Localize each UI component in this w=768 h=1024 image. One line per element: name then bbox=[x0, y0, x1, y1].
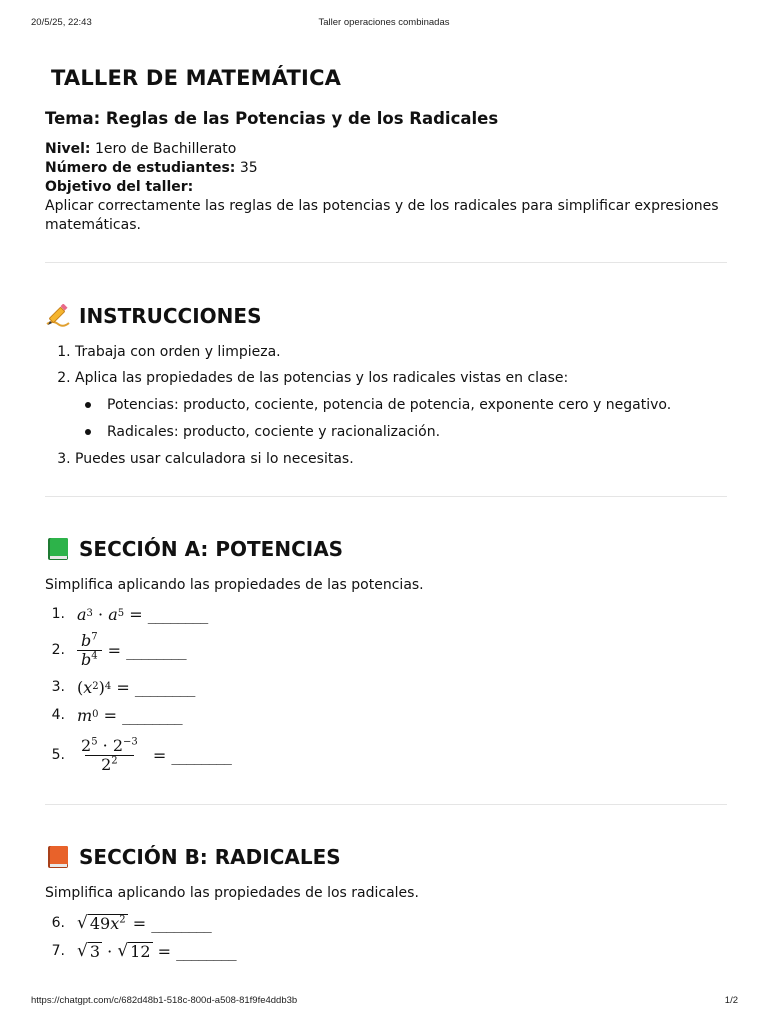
instruction-subitem: Potencias: producto, cociente, potencia de potencia, exponente cero y negativo. bbox=[107, 396, 727, 415]
section-b-intro: Simplifica aplicando las propiedades de los radicales. bbox=[45, 885, 419, 901]
exercise-expression: m 0 = ________ bbox=[77, 705, 183, 725]
exercise-number: 1. bbox=[51, 606, 65, 622]
exercise-4 bbox=[45, 701, 727, 729]
divider bbox=[45, 804, 727, 805]
math-var: m bbox=[77, 705, 93, 725]
exercise-number: 7. bbox=[51, 943, 65, 959]
objective-label-line bbox=[45, 178, 727, 197]
math-number: 12 bbox=[130, 941, 151, 961]
math-equals: = bbox=[157, 941, 172, 961]
math-sqrt: √ 12 bbox=[117, 940, 151, 961]
answer-blank: ________ bbox=[147, 604, 208, 624]
print-page-title: Taller operaciones combinadas bbox=[318, 17, 450, 28]
instruction-item bbox=[75, 450, 727, 469]
students-line bbox=[45, 159, 727, 178]
math-paren: ) bbox=[98, 677, 105, 697]
exercise-expression: ( x 2 ) 4 = ________ bbox=[77, 677, 195, 697]
math-equals: = bbox=[116, 677, 130, 697]
answer-blank: ________ bbox=[151, 913, 212, 933]
exercise-expression bbox=[77, 942, 236, 961]
exercise-6 bbox=[45, 909, 727, 937]
exercise-number: 6. bbox=[51, 915, 65, 931]
answer-blank: ________ bbox=[122, 705, 183, 725]
section-a-exercises bbox=[45, 601, 727, 781]
objective-label: Objetivo del taller: bbox=[45, 179, 194, 195]
math-exp: 2 bbox=[119, 914, 126, 926]
math-exp: 5 bbox=[91, 736, 98, 748]
math-equals: = bbox=[132, 913, 147, 933]
exercise-2 bbox=[45, 627, 727, 673]
document-title: TALLER DE MATEMÁTICA bbox=[51, 66, 342, 90]
instructions-heading bbox=[45, 303, 727, 329]
divider bbox=[45, 262, 727, 263]
math-exp: 4 bbox=[91, 650, 98, 662]
instructions-list bbox=[45, 343, 727, 469]
orange-book-icon bbox=[45, 845, 71, 869]
instruction-subitem: Radicales: producto, cociente y racionalización. bbox=[107, 423, 727, 442]
math-fraction bbox=[77, 737, 142, 774]
math-fraction bbox=[77, 632, 102, 669]
exercise-7 bbox=[45, 937, 727, 965]
instruction-item bbox=[75, 369, 727, 442]
exercise-5 bbox=[45, 729, 727, 781]
students-label: Número de estudiantes: bbox=[45, 160, 236, 176]
math-var: x bbox=[110, 913, 120, 933]
section-a-heading bbox=[45, 536, 727, 562]
pencil-writing-icon bbox=[45, 304, 71, 328]
answer-blank: ________ bbox=[134, 677, 195, 697]
instruction-text: Aplica las propiedades de las potencias y los radicales vistas en clase: bbox=[75, 370, 569, 386]
section-b-exercises bbox=[45, 909, 727, 965]
answer-blank: ________ bbox=[171, 745, 232, 765]
math-var: a bbox=[108, 604, 118, 624]
exercise-number: 4. bbox=[51, 707, 65, 723]
math-equals: = bbox=[152, 745, 167, 765]
math-op: · bbox=[98, 604, 104, 624]
exercise-number: 5. bbox=[51, 747, 65, 763]
level-value: 1ero de Bachillerato bbox=[90, 141, 237, 157]
math-var: b bbox=[81, 630, 92, 650]
exercise-number: 2. bbox=[51, 642, 65, 658]
answer-blank: ________ bbox=[176, 941, 237, 961]
exercise-expression bbox=[77, 914, 211, 933]
math-exp: 7 bbox=[91, 631, 98, 643]
math-equals: = bbox=[129, 604, 143, 624]
math-number: 2 bbox=[81, 735, 92, 755]
math-op: · bbox=[102, 735, 108, 755]
section-a-heading-text: SECCIÓN A: POTENCIAS bbox=[79, 537, 344, 561]
exercise-3 bbox=[45, 673, 727, 701]
document-body bbox=[45, 60, 727, 965]
print-datetime: 20/5/25, 22:43 bbox=[31, 17, 92, 28]
math-equals: = bbox=[107, 640, 122, 660]
print-url: https://chatgpt.com/c/682d48b1-518c-800d-a508-81f9fe4ddb3b bbox=[31, 995, 298, 1006]
topic-heading: Tema: Reglas de las Potencias y de los Radicales bbox=[45, 109, 499, 128]
divider bbox=[45, 496, 727, 497]
workshop-meta bbox=[45, 140, 727, 235]
exercise-expression bbox=[77, 737, 231, 774]
section-a-intro: Simplifica aplicando las propiedades de las potencias. bbox=[45, 577, 424, 593]
level-line bbox=[45, 140, 727, 159]
exercise-expression: a 3 · a 5 = ________ bbox=[77, 604, 208, 624]
math-sqrt: √ $49x^2$ bbox=[77, 912, 126, 933]
math-var: x bbox=[83, 677, 93, 697]
instruction-item bbox=[75, 343, 727, 362]
math-sqrt: √ 3 bbox=[77, 940, 101, 961]
section-b-heading bbox=[45, 844, 727, 870]
answer-blank: ________ bbox=[126, 640, 187, 660]
math-equals: = bbox=[103, 705, 118, 725]
green-book-icon bbox=[45, 537, 71, 561]
level-label: Nivel: bbox=[45, 141, 91, 157]
math-number: 2 bbox=[112, 735, 124, 755]
objective-text: Aplicar correctamente las reglas de las potencias y de los radicales para simplificar expresiones matemáticas. bbox=[45, 198, 719, 233]
instruction-text: Trabaja con orden y limpieza. bbox=[75, 344, 281, 360]
math-var: a bbox=[77, 604, 87, 624]
instruction-text: Puedes usar calculadora si lo necesitas. bbox=[75, 451, 354, 467]
exercise-number: 3. bbox=[51, 679, 65, 695]
math-exp: −3 bbox=[123, 736, 138, 748]
math-op: · bbox=[107, 941, 113, 961]
instructions-heading-text: INSTRUCCIONES bbox=[79, 304, 262, 328]
exercise-1 bbox=[45, 601, 727, 627]
math-var: b bbox=[81, 649, 92, 669]
math-number: 3 bbox=[89, 941, 101, 961]
instruction-sublist bbox=[75, 396, 727, 442]
math-exp: 2 bbox=[111, 755, 118, 767]
math-number: 49 bbox=[89, 913, 111, 933]
math-number: 2 bbox=[101, 754, 112, 774]
students-value: 35 bbox=[235, 160, 258, 176]
exercise-expression bbox=[77, 632, 186, 669]
section-b-heading-text: SECCIÓN B: RADICALES bbox=[79, 845, 341, 869]
page-indicator: 1/2 bbox=[724, 995, 738, 1006]
math-paren: ( bbox=[77, 677, 84, 697]
